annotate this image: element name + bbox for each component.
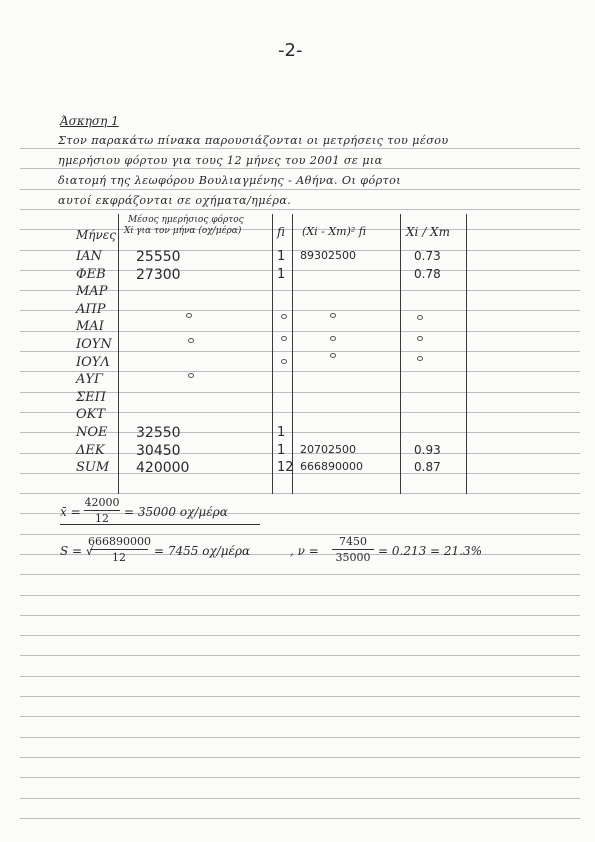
row-month: ΑΠΡ [76,302,106,317]
stray-mark [281,336,287,341]
stray-mark [417,315,423,320]
header-xi-line2: Xi για τον μήνα (οχ/μέρα) [124,226,242,236]
row-month: ΔΕΚ [76,443,105,458]
table-divider [292,214,293,494]
header-xi-line1: Μέσος ημερήσιος φόρτος [128,215,244,225]
stray-mark [281,359,287,364]
row-fi: 1 [277,267,286,282]
table-divider [400,214,401,494]
ruled-line [20,798,580,799]
ruled-line [20,331,580,332]
std-numerator: 666890000 [88,535,151,548]
row-deviation: 89302500 [300,249,356,262]
stray-mark [330,313,336,318]
row-ratio: 0.73 [414,249,441,263]
row-month: ΑΥΓ [76,372,103,387]
cv-numerator: 7450 [339,535,367,548]
mean-denominator: 12 [95,512,109,525]
exercise-heading: Άσκηση 1 [60,114,119,128]
row-month: ΣΕΠ [76,390,107,405]
header-deviation: (Xi - Xm)² fi [302,225,367,238]
ruled-line [20,716,580,717]
ruled-line [20,574,580,575]
cv-lhs: , ν = [290,544,319,558]
stray-mark [417,356,423,361]
ruled-line [20,168,580,169]
row-fi: 1 [277,425,286,440]
stray-mark [330,353,336,358]
ruled-line [20,757,580,758]
header-fi: fi [277,225,286,239]
row-month: ΝΟΕ [76,425,108,440]
table-divider [272,214,273,494]
row-ratio: 0.87 [414,460,441,474]
row-month: ΜΑΙ [76,319,104,334]
intro-line: Στον παρακάτω πίνακα παρουσιάζονται οι μετρήσεις του μέσου [58,134,449,147]
row-xi: 25550 [136,249,181,265]
ruled-line [20,777,580,778]
ruled-line [20,676,580,677]
row-xi: 27300 [136,267,181,283]
row-xi: 32550 [136,425,181,441]
header-months: Μήνες [76,228,116,242]
std-fraction-bar [90,549,148,550]
std-denominator: 12 [112,551,126,564]
cv-fraction-bar [332,549,374,550]
cv-rhs: = 0.213 = 21.3% [378,544,483,558]
row-month: ΙΑΝ [76,249,102,264]
ruled-line [20,595,580,596]
intro-line: διατομή της λεωφόρου Βουλιαγμένης - Αθήνα. Οι φόρτοι [58,174,402,187]
row-fi: 1 [277,249,286,264]
intro-line: αυτοί εκφράζονται σε οχήματα/ημέρα. [58,194,292,207]
row-xi: 30450 [136,443,181,459]
table-divider [466,214,467,494]
std-lhs: S = √ [60,544,94,558]
row-ratio: 0.78 [414,267,441,281]
ruled-line [20,209,580,210]
ruled-line [20,189,580,190]
row-month: ΙΟΥΛ [76,355,110,370]
mean-rhs: = 35000 οχ/μέρα [124,505,228,519]
stray-mark [417,336,423,341]
ruled-line [20,818,580,819]
cv-denominator: 35000 [335,551,371,564]
mean-fraction-bar [84,510,120,511]
table-divider [118,214,119,494]
mean-underline [60,524,260,525]
stray-mark [188,373,194,378]
row-deviation: 20702500 [300,443,356,456]
ruled-line [20,615,580,616]
row-month: ΙΟΥΝ [76,337,112,352]
ruled-line [20,696,580,697]
page-number: -2- [278,40,303,61]
row-xi: 420000 [136,460,190,476]
stray-mark [281,314,287,319]
ruled-line [20,737,580,738]
row-month: ΟΚΤ [76,407,106,422]
std-rhs: = 7455 οχ/μέρα [154,544,251,558]
ruled-line [20,635,580,636]
stray-mark [330,336,336,341]
row-month: SUM [76,460,110,475]
ruled-line [20,148,580,149]
row-ratio: 0.93 [414,443,441,457]
ruled-line [20,493,580,494]
row-fi: 1 [277,443,286,458]
row-fi: 12 [277,460,294,475]
mean-lhs: x̄ = [60,505,81,519]
ruled-line [20,371,580,372]
header-ratio: Xi / Xm [406,225,450,239]
row-deviation: 666890000 [300,460,363,473]
stray-mark [186,313,192,318]
stray-mark [188,338,194,343]
mean-numerator: 42000 [84,496,120,509]
row-month: ΜΑΡ [76,284,108,299]
ruled-line [20,655,580,656]
intro-line: ημερήσιου φόρτου για τους 12 μήνες του 2001 σε μια [58,154,383,167]
row-month: ΦΕΒ [76,267,106,282]
